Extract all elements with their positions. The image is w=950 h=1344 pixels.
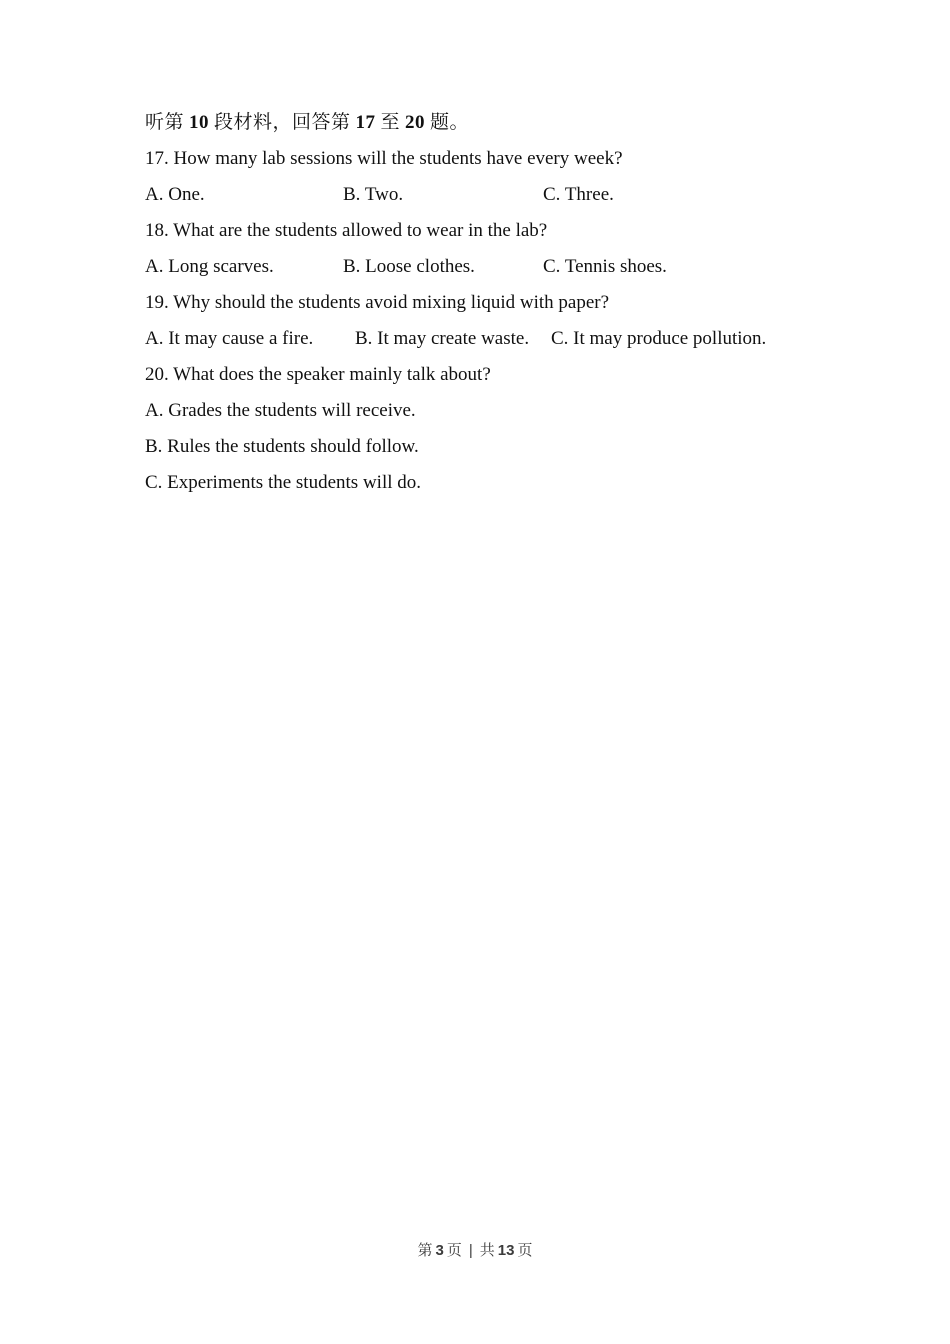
question-range-end: 20 <box>405 112 426 133</box>
instruction-mid2: 至 <box>380 112 401 133</box>
option-19-c: C. It may produce pollution. <box>551 328 767 349</box>
section-instruction <box>145 105 845 141</box>
instruction-tail: 题。 <box>430 112 470 133</box>
instruction-lead: 听第 <box>145 112 185 133</box>
listening-section <box>145 105 845 501</box>
option-19-b: B. It may create waste. <box>355 328 530 349</box>
question-17-prompt: 17. How many lab sessions will the students have every week? <box>145 148 623 169</box>
footer-separator: | <box>468 1242 473 1259</box>
option-18-a: A. Long scarves. <box>145 256 274 277</box>
material-number: 10 <box>189 112 210 133</box>
instruction-mid1: 段材料，回答第 <box>214 112 351 133</box>
option-20-b: B. Rules the students should follow. <box>145 436 419 457</box>
footer-total-pages: 13 <box>497 1242 515 1259</box>
option-17-a: A. One. <box>145 184 205 205</box>
question-19-options <box>145 321 845 357</box>
question-19-prompt: 19. Why should the students avoid mixing liquid with paper? <box>145 292 610 313</box>
footer-page-number: 3 <box>435 1242 444 1259</box>
option-20-c: C. Experiments the students will do. <box>145 472 422 493</box>
option-19-a: A. It may cause a fire. <box>145 328 314 349</box>
option-18-c: C. Tennis shoes. <box>543 256 667 277</box>
question-20-prompt: 20. What does the speaker mainly talk about? <box>145 364 491 385</box>
question-18-prompt: 18. What are the students allowed to wear in the lab? <box>145 220 548 241</box>
footer-total-suffix: 页 <box>517 1242 533 1259</box>
question-18-options <box>145 249 845 285</box>
option-17-b: B. Two. <box>343 184 404 205</box>
footer-total-prefix: 共 <box>479 1242 495 1259</box>
footer-page-prefix: 第 <box>417 1242 433 1259</box>
footer-page-suffix: 页 <box>446 1242 462 1259</box>
option-17-c: C. Three. <box>543 184 614 205</box>
page-footer <box>0 1240 950 1262</box>
question-17-options <box>145 177 845 213</box>
option-20-a: A. Grades the students will receive. <box>145 400 416 421</box>
option-18-b: B. Loose clothes. <box>343 256 475 277</box>
question-range-start: 17 <box>355 112 376 133</box>
